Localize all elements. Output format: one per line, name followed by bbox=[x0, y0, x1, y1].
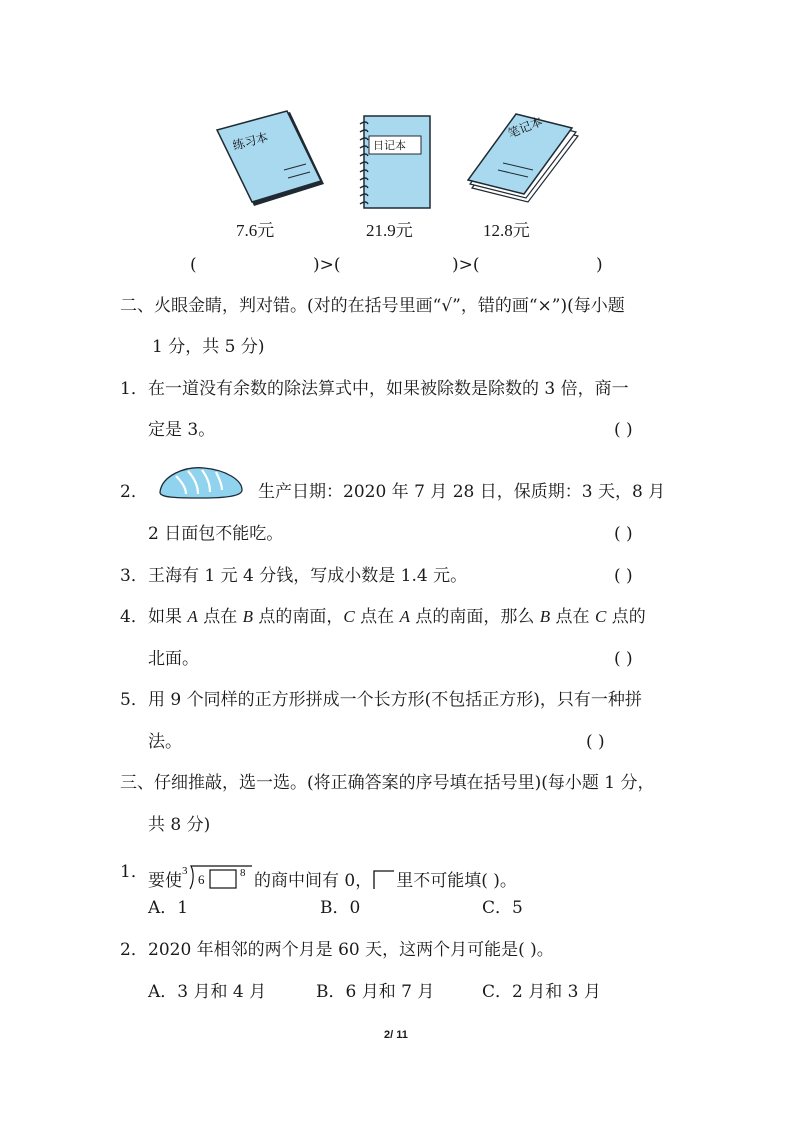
bread-illustration bbox=[156, 462, 246, 506]
s2-q3-answer-paren[interactable]: ( ) bbox=[614, 566, 633, 586]
missing-digit-box bbox=[210, 870, 236, 888]
s2-q4-text-cont: 北面。 bbox=[148, 649, 199, 669]
spiral-diary-icon bbox=[356, 112, 436, 212]
s3-q2-option-b: B．6 月和 7 月 bbox=[316, 982, 435, 1002]
notebook-illustration bbox=[466, 110, 582, 210]
s2-q1-text-cont: 定是 3。 bbox=[148, 420, 216, 440]
s3-q2-option-a: A．3 月和 4 月 bbox=[148, 982, 267, 1002]
svg-text:8: 8 bbox=[240, 867, 246, 879]
s3-q2-number: 2． bbox=[120, 940, 148, 960]
bread-icon bbox=[156, 462, 246, 502]
s2-q4-text: 如果 A 点在 B 点的南面，C 点在 A 点的南面，那么 B 点在 C 点的 bbox=[148, 607, 646, 627]
s3-q2-text: 2020 年相邻的两个月是 60 天，这两个月可能是( )。 bbox=[148, 940, 554, 960]
svg-text:3: 3 bbox=[182, 865, 188, 877]
section3-heading: 三、仔细推敲，选一选。(将正确答案的序号填在括号里)(每小题 1 分， bbox=[120, 773, 655, 793]
s2-q5-answer-paren[interactable]: ( ) bbox=[586, 732, 605, 752]
s3-q1-number: 1． bbox=[120, 862, 148, 882]
price-exercise-book: 7.6元 bbox=[236, 221, 275, 240]
compare-close-paren: ) bbox=[596, 255, 603, 275]
page-number: 2/ 11 bbox=[384, 1029, 408, 1041]
svg-text:日记本: 日记本 bbox=[373, 139, 406, 152]
s3-q2-option-c: C．2 月和 3 月 bbox=[482, 982, 601, 1002]
s3-q1-option-c: C．5 bbox=[482, 898, 523, 918]
s2-q5-text-cont: 法。 bbox=[148, 732, 182, 752]
section2-heading-cont: 1 分，共 5 分) bbox=[152, 337, 265, 357]
s2-q4-number: 4． bbox=[120, 607, 148, 627]
compare-separator-1: )>( bbox=[313, 255, 341, 275]
s3-q1-option-b: B．0 bbox=[320, 898, 361, 918]
s3-q1-text: 要使 3 6 8 的商中间有 0， 里不可能填( )。 bbox=[148, 862, 517, 897]
compare-open-paren: ( bbox=[190, 255, 197, 275]
s2-q1-number: 1． bbox=[120, 379, 148, 399]
s2-q2-text: 生产日期：2020 年 7 月 28 日，保质期：3 天，8 月 bbox=[258, 482, 666, 502]
s2-q5-text: 用 9 个同样的正方形拼成一个长方形(不包括正方形)，只有一种拼 bbox=[148, 690, 642, 710]
s2-q3-text: 王海有 1 元 4 分钱，写成小数是 1.4 元。 bbox=[148, 566, 468, 586]
s2-q2-answer-paren[interactable]: ( ) bbox=[614, 524, 633, 544]
exercise-book-icon bbox=[214, 110, 332, 208]
long-division-expression bbox=[182, 862, 254, 897]
s3-q1-option-a: A．1 bbox=[148, 898, 189, 918]
exercise-book-illustration bbox=[214, 110, 332, 212]
price-diary-book: 21.9元 bbox=[366, 221, 413, 240]
svg-text:6: 6 bbox=[198, 872, 205, 887]
s2-q5-number: 5． bbox=[120, 690, 148, 710]
section2-heading: 二、火眼金睛，判对错。(对的在括号里画“√”，错的画“×”)(每小题 bbox=[120, 296, 625, 316]
s2-q1-answer-paren[interactable]: ( ) bbox=[614, 420, 633, 440]
s2-q3-number: 3． bbox=[120, 566, 148, 586]
diary-book-illustration bbox=[356, 112, 436, 216]
svg-text:笔记本: 笔记本 bbox=[505, 114, 545, 141]
compare-separator-2: )>( bbox=[452, 255, 480, 275]
section3-heading-cont: 共 8 分) bbox=[148, 815, 211, 835]
blank-box-icon bbox=[372, 869, 396, 894]
s2-q2-text-cont: 2 日面包不能吃。 bbox=[148, 524, 284, 544]
s2-q1-text: 在一道没有余数的除法算式中，如果被除数是除数的 3 倍，商一 bbox=[148, 379, 629, 399]
stacked-notebook-icon bbox=[466, 110, 582, 206]
price-notebook: 12.8元 bbox=[483, 221, 530, 240]
svg-text:练习本: 练习本 bbox=[231, 130, 270, 153]
s2-q2-number: 2． bbox=[120, 482, 148, 502]
s2-q4-answer-paren[interactable]: ( ) bbox=[614, 649, 633, 669]
